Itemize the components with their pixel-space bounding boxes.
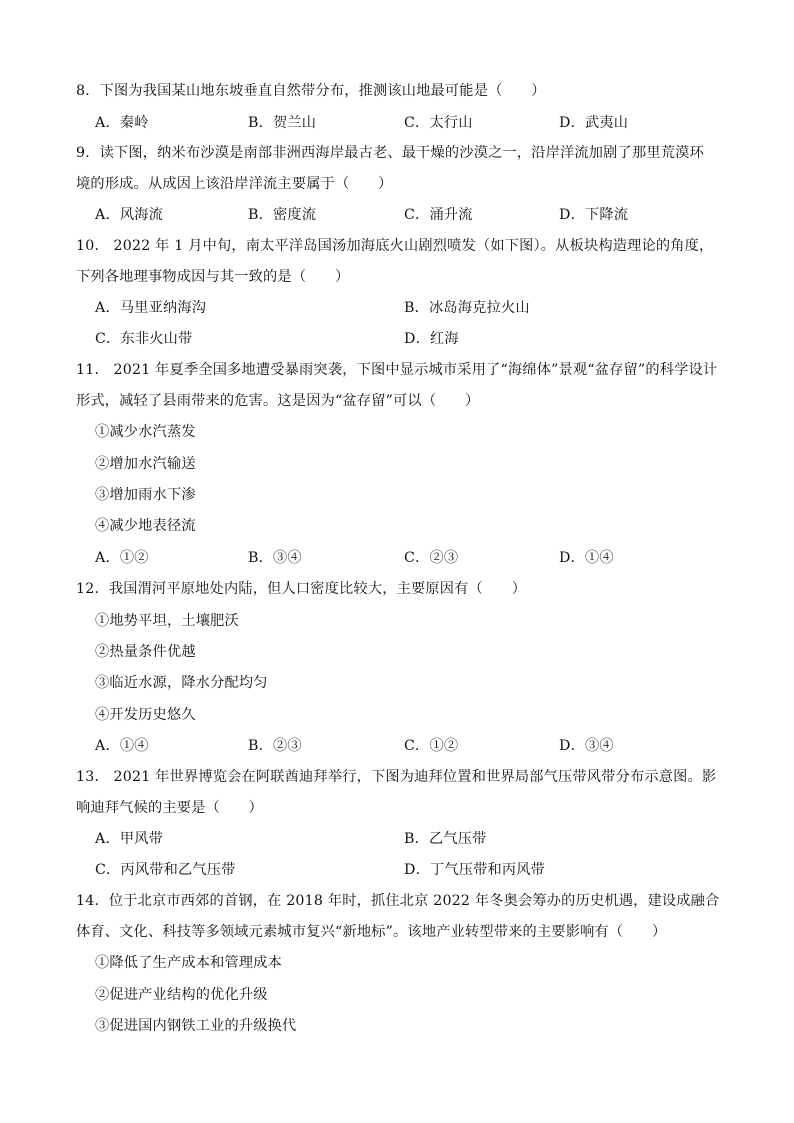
q12-item-2: ②热量条件优越 [95, 644, 196, 660]
q10-option-c: C．东非火山带 [95, 331, 193, 347]
q12-item-3: ③临近水源，降水分配均匀 [95, 675, 268, 691]
q12-option-b: B．②③ [248, 738, 302, 754]
q13-stem-line-1: 13． 2021 年世界博览会在阿联酋迪拜举行，下图为迪拜位置和世界局部气压带风带分布示意图。影 [76, 769, 717, 785]
q9-stem-line-1: 9．读下图，纳米布沙漠是南部非洲西海岸最古老、最干燥的沙漠之一，沿岸洋流加剧了那里荒漠环 [76, 145, 704, 161]
q12-item-1: ①地势平坦，土壤肥沃 [95, 613, 239, 629]
q14-item-2: ②促进产业结构的优化升级 [95, 987, 268, 1003]
q13-stem-line-2: 响迪拜气候的主要是（ ） [76, 800, 264, 816]
q12-item-4: ④开发历史悠久 [95, 707, 196, 723]
q11-item-1: ①减少水汽蒸发 [95, 424, 196, 440]
q8-stem: 8．下图为我国某山地东坡垂直自然带分布，推测该山地最可能是（ ） [76, 83, 546, 99]
q11-item-4: ④减少地表径流 [95, 518, 196, 534]
q12-stem: 12．我国渭河平原地处内陆，但人口密度比较大，主要原因有（ ） [76, 581, 527, 597]
q11-stem-line-2: 形式，减轻了县雨带来的危害。这是因为“盆存留”可以（ ） [76, 393, 480, 409]
q10-option-a: A．马里亚纳海沟 [95, 300, 207, 316]
q11-item-2: ②增加水汽输送 [95, 456, 196, 472]
q14-stem-line-1: 14．位于北京市西郊的首钢，在 2018 年时，抓住北京 2022 年冬奥会筹办的历史机遇，建设成融合 [76, 893, 720, 909]
q13-option-d: D．丁气压带和丙风带 [404, 862, 546, 878]
q11-option-d: D．①④ [559, 550, 614, 566]
q10-option-b: B．冰岛海克拉火山 [404, 300, 530, 316]
q11-item-3: ③增加雨水下渗 [95, 487, 196, 503]
q12-option-d: D．③④ [559, 738, 614, 754]
q8-option-b: B．贺兰山 [248, 115, 317, 131]
q9-stem-line-2: 境的形成。从成因上该沿岸洋流主要属于（ ） [76, 176, 393, 192]
q11-option-b: B．③④ [248, 550, 302, 566]
q13-option-a: A．甲风带 [95, 831, 163, 847]
q10-option-d: D．红海 [404, 331, 459, 347]
q8-option-c: C．太行山 [404, 115, 473, 131]
q14-stem-line-2: 体育、文化、科技等多领域元素城市复兴“新地标”。该地产业转型带来的主要影响有（ ） [76, 924, 667, 940]
q10-stem-line-1: 10． 2022 年 1 月中旬，南太平洋岛国汤加海底火山剧烈喷发（如下图）。从板块构造理论的角度， [76, 238, 714, 254]
q12-option-a: A．①④ [95, 738, 149, 754]
q9-option-d: D．下降流 [559, 207, 629, 223]
q8-option-d: D．武夷山 [559, 115, 629, 131]
q9-option-a: A．风海流 [95, 207, 163, 223]
q12-option-c: C．①② [404, 738, 459, 754]
q11-option-a: A．①② [95, 550, 149, 566]
q8-option-a: A．秦岭 [95, 115, 149, 131]
q10-stem-line-2: 下列各地理事物成因与其一致的是（ ） [76, 269, 350, 285]
q14-item-3: ③促进国内钢铁工业的升级换代 [95, 1018, 297, 1034]
q11-stem-line-1: 11． 2021 年夏季全国多地遭受暴雨突袭，下图中显示城市采用了“海绵体”景观“盆存留”的科学设计 [76, 362, 718, 378]
q13-option-c: C．丙风带和乙气压带 [95, 862, 236, 878]
q11-option-c: C．②③ [404, 550, 459, 566]
q14-item-1: ①降低了生产成本和管理成本 [95, 955, 283, 971]
q9-option-b: B．密度流 [248, 207, 317, 223]
q9-option-c: C．涌升流 [404, 207, 473, 223]
q13-option-b: B．乙气压带 [404, 831, 487, 847]
